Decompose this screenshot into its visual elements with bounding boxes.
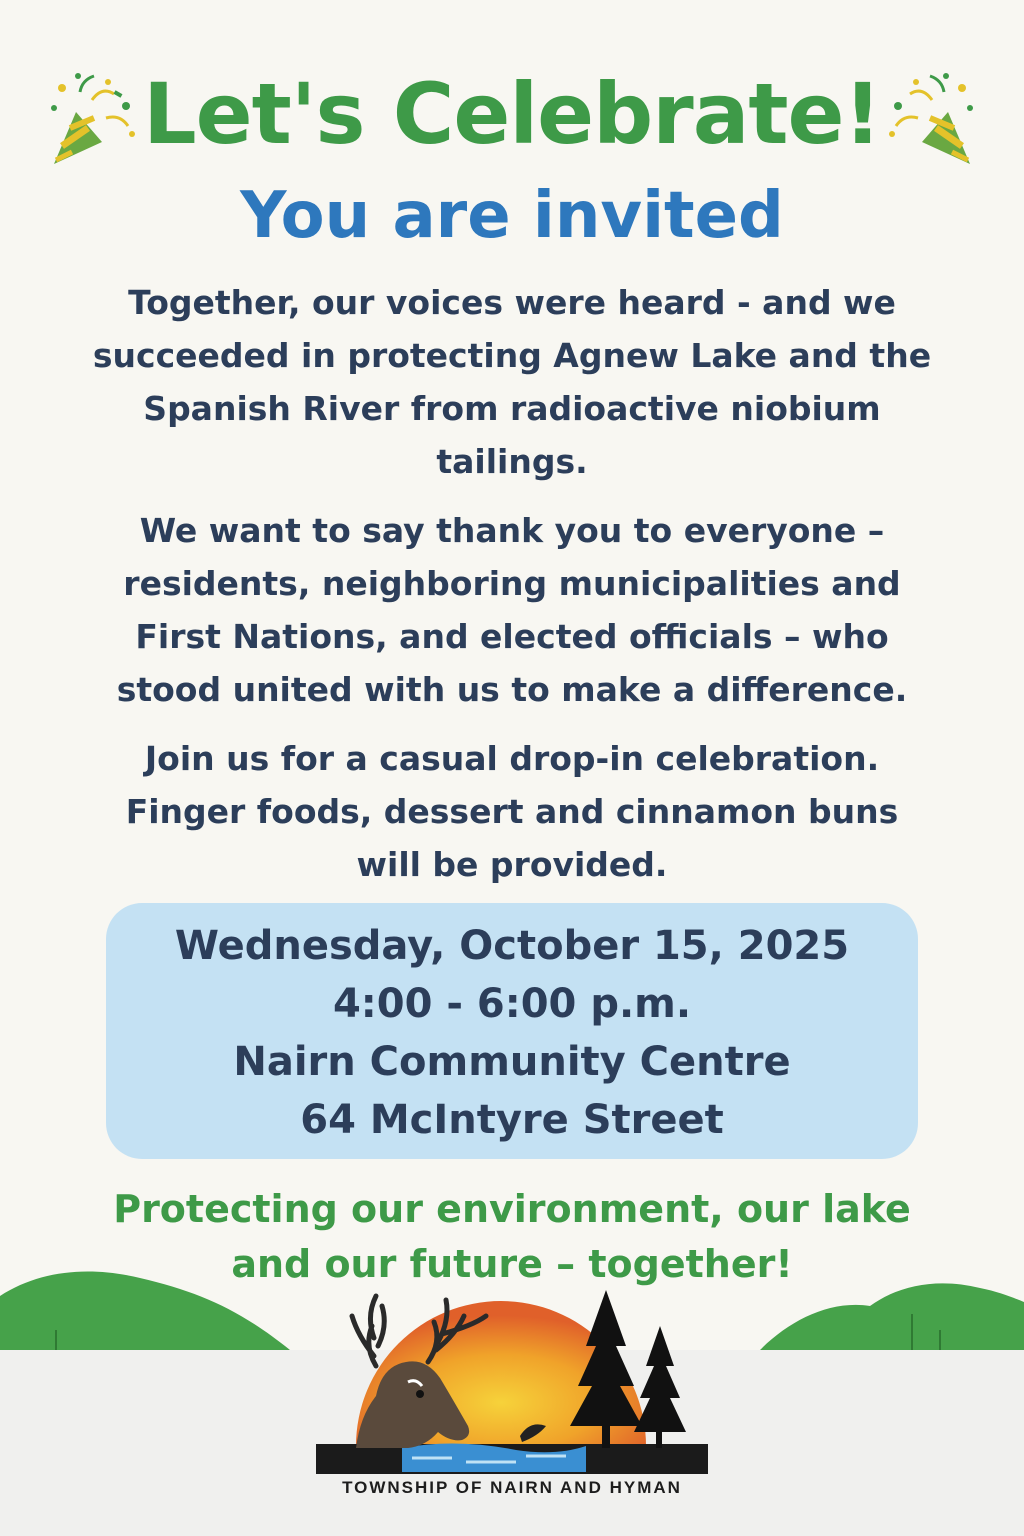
event-date: Wednesday, October 15, 2025	[174, 923, 850, 969]
headline: Let's Celebrate!	[143, 65, 881, 163]
paragraph-thanks-intro: Together, our voices were heard - and we succeeded in protecting Agnew Lake and the Spanish River from radioactive niobium tailings.	[92, 283, 932, 481]
event-address: 64 McIntyre Street	[300, 1097, 724, 1143]
event-venue: Nairn Community Centre	[233, 1039, 791, 1085]
paragraph-invitation: Join us for a casual drop-in celebration. Finger foods, dessert and cinnamon buns will be provided.	[125, 739, 899, 884]
tagline: Protecting our environment, our lake and our future – together!	[113, 1187, 911, 1286]
event-time: 4:00 - 6:00 p.m.	[332, 981, 692, 1027]
event-details-box	[106, 903, 918, 1159]
subheadline: You are invited	[240, 179, 784, 253]
paragraph-thank-you: We want to say thank you to everyone – residents, neighboring municipalities and First Nations, and elected officials – who stood united with us to make a difference.	[116, 511, 908, 709]
logo-caption: TOWNSHIP OF NAIRN AND HYMAN	[342, 1478, 682, 1497]
township-logo	[316, 1286, 708, 1476]
